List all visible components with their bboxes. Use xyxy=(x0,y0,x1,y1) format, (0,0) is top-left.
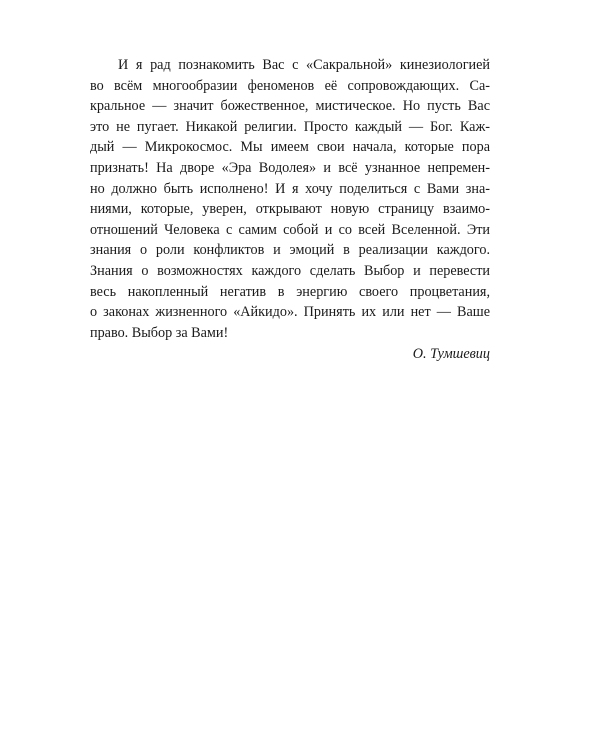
text-line: знания о роли конфликтов и эмоций в реализации каждого. xyxy=(90,242,490,259)
text-line: во всём многообразии феноменов её сопровождающих. Са- xyxy=(90,77,490,94)
text-line: кральное — значит божественное, мистическое. Но пусть Вас xyxy=(90,98,490,115)
text-line: о законах жизненного «Айкидо». Принять их или нет — Ваше xyxy=(90,304,490,321)
text-line: но должно быть исполнено! И я хочу поделиться с Вами зна- xyxy=(90,180,490,197)
text-line: весь накопленный негатив в энергию своего процветания, xyxy=(90,283,490,300)
author-signature: О. Тумшевиц xyxy=(412,346,490,363)
text-line: это не пугает. Никакой религии. Просто каждый — Бог. Каж- xyxy=(90,118,490,135)
text-line: признать! На дворе «Эра Водолея» и всё узнанное непремен- xyxy=(90,159,490,176)
text-line: Знания о возможностях каждого сделать Выбор и перевести xyxy=(90,262,490,279)
text-line: дый — Микрокосмос. Мы имеем свои начала, которые пора xyxy=(90,139,490,156)
text-line: отношений Человека с самим собой и со всей Вселенной. Эти xyxy=(90,221,490,238)
text-line: право. Выбор за Вами! xyxy=(90,324,229,341)
text-line: ниями, которые, уверен, открывают новую страницу взаимо- xyxy=(90,201,490,218)
text-line: И я рад познакомить Вас с «Сакральной» кинезиологией xyxy=(118,57,490,73)
preface-text xyxy=(90,55,490,365)
